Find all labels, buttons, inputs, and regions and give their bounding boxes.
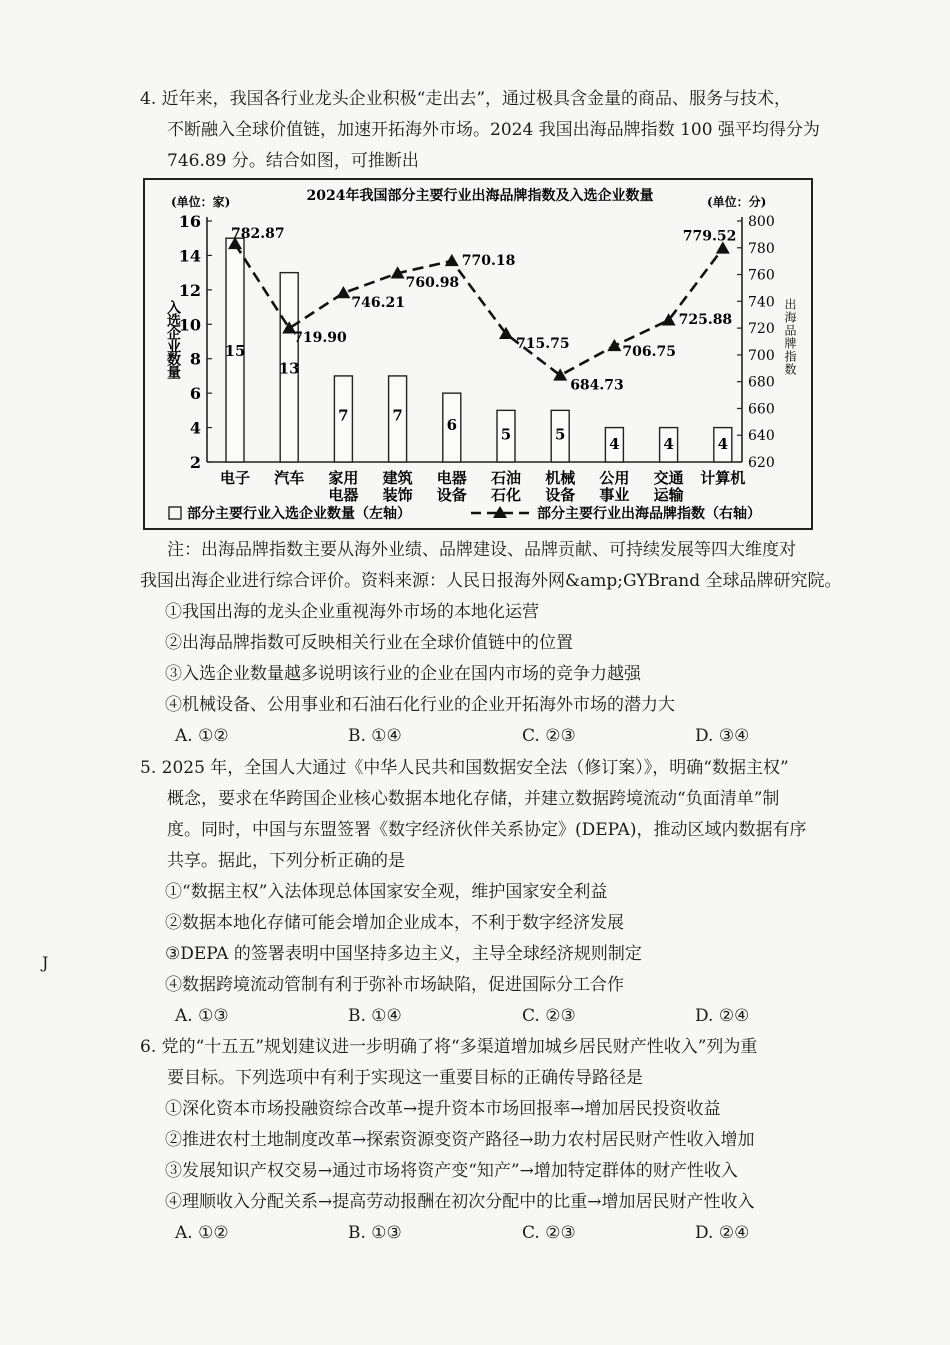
index-value-label: 715.75 <box>516 335 570 352</box>
q5-stem-line-4: 共享。据此，下列分析正确的是 <box>167 851 405 871</box>
x-category-label: 电器 <box>328 486 359 504</box>
q4-choices <box>140 721 820 752</box>
q6-option-4: ④理顺收入分配关系→提高劳动报酬在初次分配中的比重→增加居民财产性收入 <box>165 1192 755 1212</box>
chart-frame <box>143 178 813 530</box>
left-tick-label: 8 <box>189 349 201 369</box>
q4-choice-d[interactable]: D. ③④ <box>695 726 750 746</box>
left-tick-label: 10 <box>178 315 201 335</box>
question-6 <box>140 1032 820 1249</box>
x-category-label: 公用 <box>599 469 630 487</box>
left-tick-label: 4 <box>189 418 201 438</box>
q5-stem-line-2: 概念，要求在华跨国企业核心数据本地化存储，并建立数据跨境流动“负面清单”制 <box>167 789 780 809</box>
index-value-label: 782.87 <box>231 225 285 242</box>
left-tick-label: 12 <box>178 280 201 300</box>
x-category-label: 建筑 <box>382 469 413 487</box>
q5-choice-b[interactable]: B. ①④ <box>348 1006 402 1026</box>
left-tick-label: 14 <box>178 246 201 266</box>
q6-option-3: ③发展知识产权交易→通过市场将资产变“知产”→增加特定群体的财产性收入 <box>165 1161 738 1181</box>
index-point <box>336 286 350 298</box>
q4-note-line-1: 注：出海品牌指数主要从海外业绩、品牌建设、品牌贡献、可持续发展等四大维度对 <box>167 540 796 560</box>
bar-value-label: 4 <box>609 435 620 454</box>
left-tick-label: 6 <box>189 384 201 404</box>
q4-option-3: ③入选企业数量越多说明该行业的企业在国内市场的竞争力越强 <box>165 664 641 684</box>
bar-value-label: 6 <box>446 416 458 435</box>
q4-choice-a[interactable]: A. ①② <box>175 726 229 746</box>
q4-option-4: ④机械设备、公用事业和石油石化行业的企业开拓海外市场的潜力大 <box>165 695 675 715</box>
q6-stem-line-2: 要目标。下列选项中有利于实现这一重要目标的正确传导路径是 <box>167 1068 643 1088</box>
left-axis-title: 入选企业数量 <box>165 300 181 378</box>
right-unit-label: (单位：分) <box>707 195 767 209</box>
index-point <box>445 254 459 266</box>
right-axis-title: 出海品牌指数 <box>783 298 797 376</box>
left-tick-label: 2 <box>189 453 201 472</box>
x-category-label: 计算机 <box>700 469 746 487</box>
bar-value-label: 5 <box>554 425 566 444</box>
index-value-label: 770.18 <box>461 252 516 269</box>
q5-option-4: ④数据跨境流动管制有利于弥补市场缺陷，促进国际分工合作 <box>165 975 624 995</box>
q4-stem-line-3: 746.89 分。结合如图，可推断出 <box>167 151 419 171</box>
question-4 <box>140 84 820 177</box>
q6-choice-d[interactable]: D. ②④ <box>695 1223 750 1243</box>
margin-mark: J <box>42 953 49 972</box>
q4-option-2: ②出海品牌指数可反映相关行业在全球价值链中的位置 <box>165 633 573 653</box>
index-value-label: 760.98 <box>405 275 460 292</box>
q5-stem-line-1: 5. 2025 年，全国人大通过《中华人民共和国数据安全法（修订案）》，明确“数据主权” <box>140 758 789 778</box>
q5-choice-c[interactable]: C. ②③ <box>522 1006 576 1026</box>
q6-choice-a[interactable]: A. ①② <box>175 1223 229 1243</box>
q6-option-2: ②推进农村土地制度改革→探索资源变资产路径→助力农村居民财产性收入增加 <box>165 1130 755 1150</box>
legend-bar-swatch <box>169 507 181 519</box>
x-category-label: 运输 <box>653 486 684 504</box>
bar-value-label: 7 <box>392 406 403 425</box>
bar-value-label: 4 <box>663 435 674 454</box>
q4-choice-c[interactable]: C. ②③ <box>522 726 576 746</box>
q6-choice-b[interactable]: B. ①③ <box>348 1223 402 1243</box>
q4-stem-line-1: 4. 近年来，我国各行业龙头企业积极“走出去”，通过极具含金量的商品、服务与技术， <box>140 89 792 109</box>
q4-note-line-2: 我国出海企业进行综合评价。资料来源：人民日报海外网&amp;GYBrand 全球品牌研究院。 <box>140 571 842 591</box>
index-value-label: 719.90 <box>293 330 347 347</box>
q5-option-2: ②数据本地化存储可能会增加企业成本，不利于数字经济发展 <box>165 913 624 933</box>
left-unit-label: (单位：家) <box>171 195 231 209</box>
right-tick-label: 620 <box>748 455 775 471</box>
index-value-label: 725.88 <box>678 312 733 329</box>
bar-value-label: 13 <box>278 359 300 378</box>
right-tick-label: 680 <box>748 374 775 391</box>
index-point <box>607 339 621 351</box>
legend-bar-label: 部分主要行业入选企业数量（左轴） <box>187 506 411 522</box>
right-tick-label: 800 <box>748 214 775 230</box>
bar-value-label: 15 <box>224 342 246 361</box>
q5-choice-d[interactable]: D. ②④ <box>695 1006 750 1026</box>
right-tick-label: 660 <box>748 401 775 418</box>
q6-number: 6. <box>140 1037 157 1057</box>
q5-stem-line-3: 度。同时，中国与东盟签署《数字经济伙伴关系协定》(DEPA)，推动区域内数据有序 <box>167 820 807 840</box>
bar-value-label: 5 <box>500 425 512 444</box>
index-value-label: 684.73 <box>570 377 624 394</box>
q6-choices <box>140 1218 820 1249</box>
x-category-label: 事业 <box>599 486 630 504</box>
x-category-label: 装饰 <box>382 486 413 504</box>
q5-number: 5. <box>140 758 157 778</box>
x-category-label: 汽车 <box>274 469 305 487</box>
right-tick-label: 640 <box>748 428 775 445</box>
right-tick-label: 780 <box>748 240 775 257</box>
x-category-label: 机械 <box>545 469 576 487</box>
right-tick-label: 700 <box>748 347 775 364</box>
index-value-label: 706.75 <box>622 343 676 360</box>
bar-value-label: 7 <box>338 406 349 425</box>
x-category-label: 家用 <box>328 469 359 487</box>
x-category-label: 石化 <box>490 486 522 504</box>
q6-choice-c[interactable]: C. ②③ <box>522 1223 576 1243</box>
right-tick-label: 760 <box>748 267 775 284</box>
q6-option-1: ①深化资本市场投融资综合改革→提升资本市场回报率→增加居民投资收益 <box>165 1099 721 1119</box>
q5-choice-a[interactable]: A. ①③ <box>175 1006 229 1026</box>
x-category-label: 电子 <box>219 469 251 487</box>
left-tick-label: 16 <box>178 212 201 231</box>
x-category-label: 交通 <box>653 469 684 487</box>
question-5 <box>140 753 820 1032</box>
q5-option-3: ③DEPA 的签署表明中国坚持多边主义，主导全球经济规则制定 <box>165 944 642 964</box>
index-value-label: 746.21 <box>351 295 405 312</box>
right-tick-label: 740 <box>748 294 775 311</box>
x-category-label: 电器 <box>436 469 467 487</box>
legend-line-label: 部分主要行业出海品牌指数（右轴） <box>537 506 761 522</box>
right-tick-label: 720 <box>748 321 775 338</box>
x-category-label: 石油 <box>490 469 522 487</box>
x-category-label: 设备 <box>545 486 576 504</box>
q4-number: 4. <box>140 89 157 109</box>
chart-svg <box>145 180 815 532</box>
q5-option-1: ①“数据主权”入法体现总体国家安全观，维护国家安全利益 <box>165 882 608 902</box>
q4-choice-b[interactable]: B. ①④ <box>348 726 402 746</box>
chart-title: 2024年我国部分主要行业出海品牌指数及入选企业数量 <box>306 188 654 204</box>
q6-stem-line-1: 6. 党的“十五五”规划建议进一步明确了将“多渠道增加城乡居民财产性收入”列为重 <box>140 1037 758 1057</box>
bar-value-label: 4 <box>717 435 729 454</box>
x-category-label: 设备 <box>436 486 467 504</box>
q4-stem-line-2: 不断融入全球价值链，加速开拓海外市场。2024 我国出海品牌指数 100 强平均得分为 <box>167 120 820 140</box>
q5-choices <box>140 1001 820 1032</box>
q4-option-1: ①我国出海的龙头企业重视海外市场的本地化运营 <box>165 602 539 622</box>
q4-notes-and-options <box>140 535 842 752</box>
index-value-label: 779.52 <box>682 228 737 245</box>
